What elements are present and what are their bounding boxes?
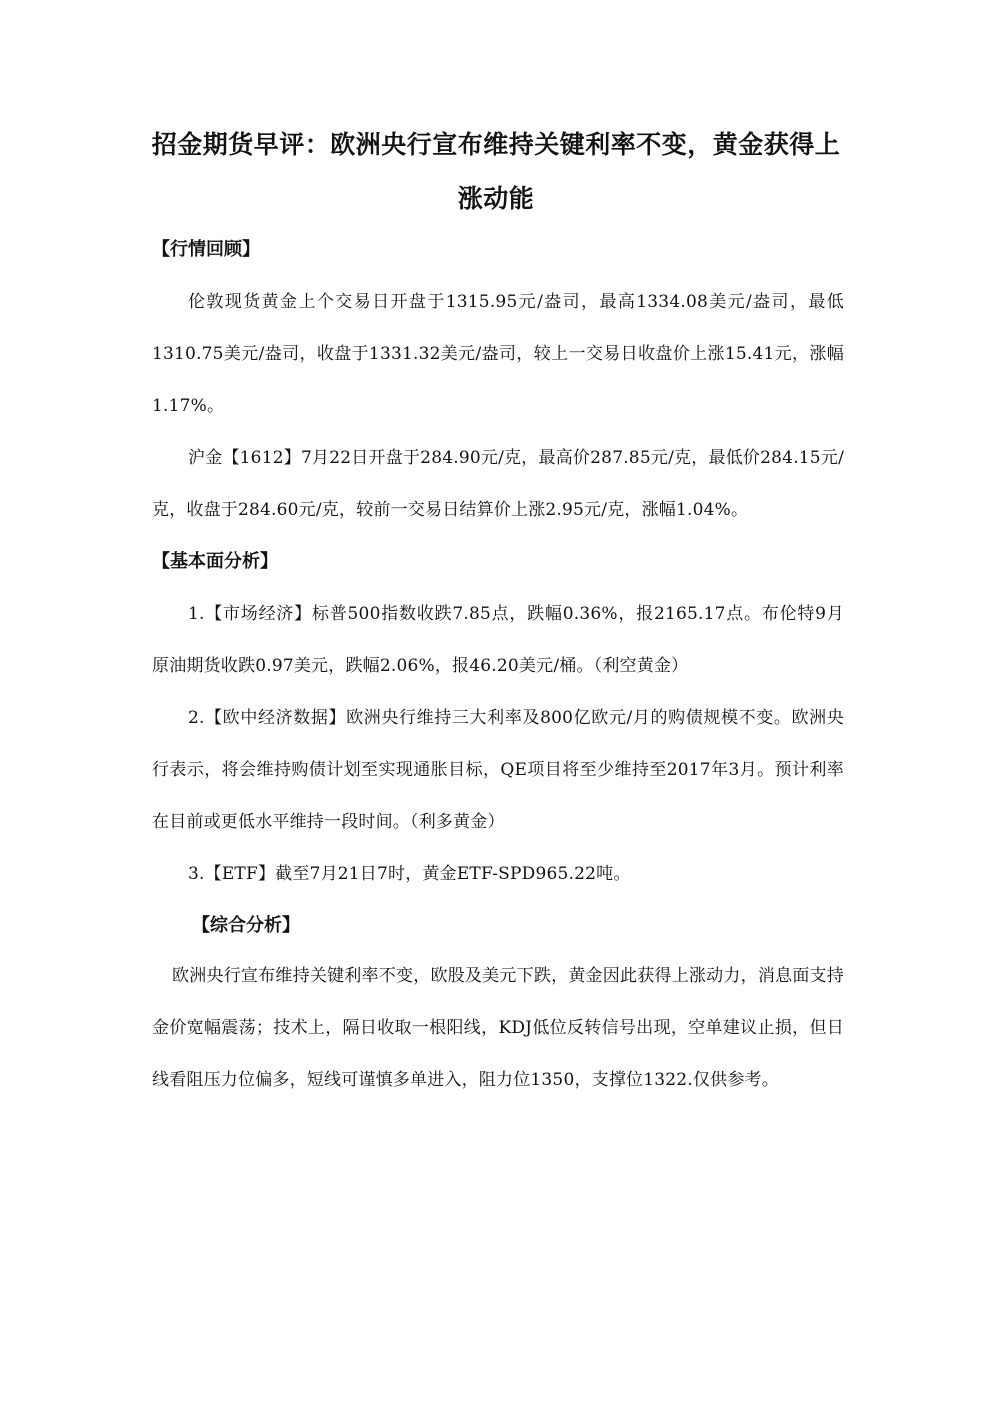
fundamental-paragraph-2: 2.【欧中经济数据】欧洲央行维持三大利率及800亿欧元/月的购债规模不变。欧洲央行表示，将会维持购债计划至实现通胀目标，QE项目将至少维持至2017年3月。预计利率在目前或更低水平维持一段时间。（利多黄金）: [152, 708, 844, 832]
fundamental-paragraph-1: 1.【市场经济】标普500指数收跌7.85点，跌幅0.36%，报2165.17点。布伦特9月原油期货收跌0.97美元，跌幅2.06%，报46.20美元/桶。（利空黄金）: [152, 604, 844, 676]
document-title: 招金期货早评：欧洲央行宣布维持关键利率不变，黄金获得上涨动能: [151, 130, 841, 213]
section-heading-review: 【行情回顾】: [152, 239, 260, 260]
section-heading-fundamental: 【基本面分析】: [152, 551, 278, 572]
review-paragraph-2: 沪金【1612】7月22日开盘于284.90元/克，最高价287.85元/克，最低价284.15元/克，收盘于284.60元/克，较前一交易日结算价上涨2.95元/克，涨幅1.04%。: [152, 448, 844, 520]
fundamental-paragraph-3: 3.【ETF】截至7月21日7时，黄金ETF-SPD965.22吨。: [188, 864, 631, 884]
section-heading-summary: 【综合分析】: [192, 915, 300, 936]
review-paragraph-1: 伦敦现货黄金上个交易日开盘于1315.95元/盎司，最高1334.08美元/盎司，最低1310.75美元/盎司，收盘于1331.32美元/盎司，较上一交易日收盘价上涨15.41元，涨幅1.17%。: [152, 292, 844, 416]
summary-paragraph-1: 欧洲央行宣布维持关键利率不变，欧股及美元下跌，黄金因此获得上涨动力，消息面支持金价宽幅震荡；技术上，隔日收取一根阳线，KDJ低位反转信号出现，空单建议止损，但日线看阻压力位偏多，短线可谨慎多单进入，阻力位1350，支撑位1322.仅供参考。: [152, 966, 844, 1090]
